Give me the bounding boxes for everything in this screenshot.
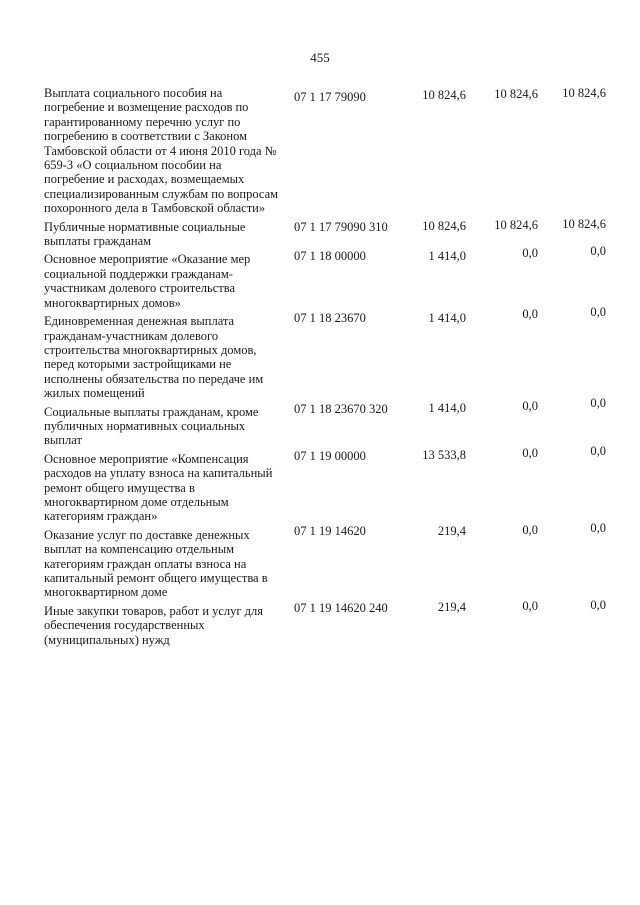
row-code: 07 1 19 00000 [294,448,366,463]
row-value-1: 10 824,6 [422,218,466,233]
table-row [44,86,624,216]
row-value-3: 10 824,6 [562,86,606,100]
row-value-3: 0,0 [590,395,606,410]
budget-table [44,86,624,651]
table-row [44,520,624,600]
row-value-1: 10 824,6 [422,88,466,102]
table-row [44,244,624,310]
row-name: Социальные выплаты гражданам, кроме публичных нормативных социальных выплат [44,404,259,448]
row-value-2: 0,0 [522,246,538,261]
table-row [44,305,624,401]
row-value-1: 13 533,8 [422,447,466,462]
row-value-1: 219,4 [437,599,466,614]
row-name: Основное мероприятие «Компенсация расходов на уплату взноса на капитальный ремонт общего имущества в многоквартирном доме отдельным категориям граждан» [44,451,273,524]
row-value-3: 0,0 [590,305,606,320]
table-row [44,443,624,524]
row-code: 07 1 19 14620 [294,523,366,538]
row-name: Оказание услуг по доставке денежных выплат на компенсацию отдельным категориям граждан оплаты взноса на капитальный ремонт общего имущества в многоквартирном доме [44,527,268,600]
row-value-3: 0,0 [590,597,606,612]
row-value-2: 10 824,6 [494,217,538,232]
row-code: 07 1 17 79090 [294,90,366,104]
row-name: Публичные нормативные социальные выплаты гражданам [44,219,246,249]
row-value-2: 0,0 [522,445,538,460]
row-value-3: 0,0 [590,443,606,458]
row-value-1: 219,4 [437,523,466,538]
row-code: 07 1 19 14620 240 [294,600,388,615]
row-value-1: 1 414,0 [428,400,466,415]
row-value-2: 0,0 [522,598,538,613]
page-number: 455 [310,50,330,65]
table-row [44,597,624,647]
row-value-2: 0,0 [522,398,538,413]
row-value-2: 10 824,6 [494,87,538,101]
table-row [44,216,624,249]
row-code: 07 1 18 23670 [294,311,366,326]
row-value-2: 0,0 [522,522,538,537]
row-value-1: 1 414,0 [428,311,466,326]
row-value-2: 0,0 [522,307,538,322]
row-code: 07 1 18 00000 [294,249,366,264]
row-value-1: 1 414,0 [428,249,466,264]
row-value-3: 10 824,6 [562,216,606,231]
row-name: Основное мероприятие «Оказание мер социальной поддержки гражданам-участникам долевого строительства многоквартирных домов» [44,252,251,310]
table-row [44,395,624,448]
row-code: 07 1 17 79090 310 [294,219,388,234]
row-name: Иные закупки товаров, работ и услуг для обеспечения государственных (муниципальных) нужд [44,603,264,647]
row-value-3: 0,0 [590,520,606,535]
row-value-3: 0,0 [590,244,606,259]
row-name: Единовременная денежная выплата гражданам-участникам долевого строительства многоквартирных домов, перед которыми застройщиками не исполнены обязательства по передаче им жилых помещений [44,314,264,401]
row-name: Выплата социального пособия на погребение и возмещение расходов по гарантированному перечню услуг по погребению в соответствии с Законом Тамбовской области от 4 июня 2010 года № 659-З «О социальном пособии на погребение и расходах, возмещаемых специализированным службам по вопросам похоронного дела в Тамбовской области» [44,86,279,216]
row-code: 07 1 18 23670 320 [294,401,388,416]
